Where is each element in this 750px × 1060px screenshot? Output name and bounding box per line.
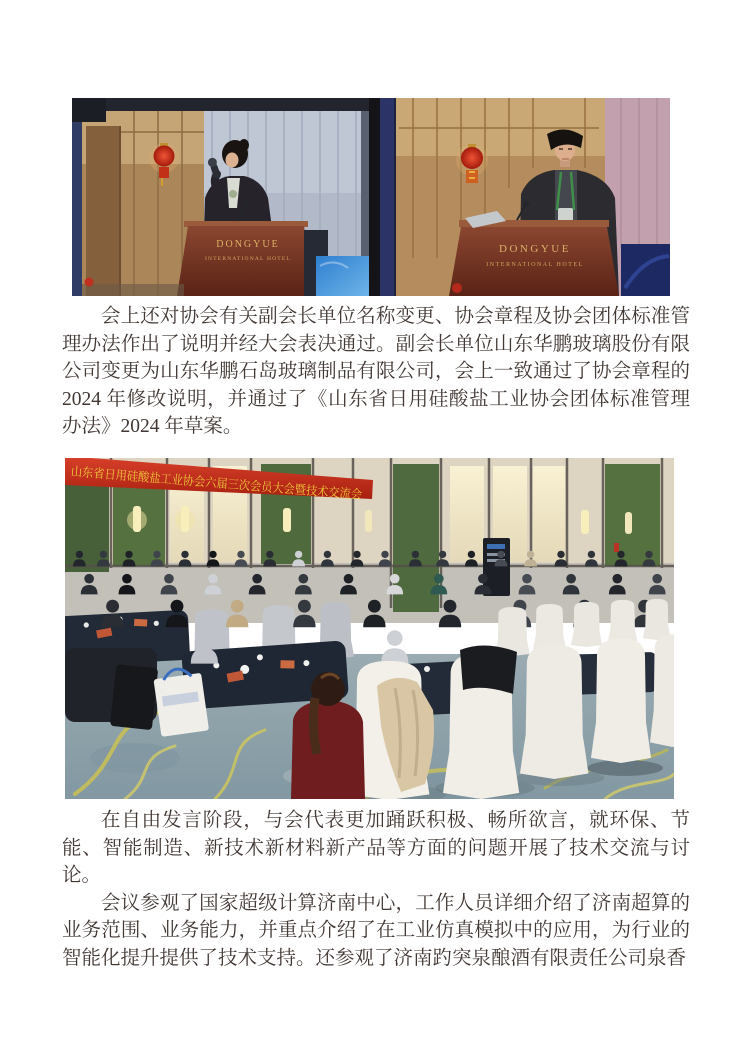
paragraph-block-2 [62, 807, 690, 973]
photo-conference-art [65, 458, 674, 799]
photo-speaker-man [369, 98, 670, 296]
paragraph-1: 会上还对协会有关副会长单位名称变更、协会章程及协会团体标准管理办法作出了说明并经大会表决通过。副会长单位山东华鹏玻璃股份有限公司变更为山东华鹏石岛玻璃制品有限公司，会上一致通过了协会章程的2024 年修改说明，并通过了《山东省日用硅酸盐工业协会团体标准管理办法》2024 年草案。 [62, 306, 690, 438]
photo-speaker-woman-art [72, 98, 369, 296]
paragraph-2: 在自由发言阶段，与会代表更加踊跃积极、畅所欲言，就环保、节能、智能制造、新技术新材料新产品等方面的问题开展了技术交流与讨论。 [62, 810, 690, 887]
photo-speaker-man-art [369, 98, 670, 296]
jacket-on-chair [460, 645, 517, 694]
projection-screen [316, 256, 369, 296]
photo-speaker-woman [72, 98, 369, 296]
podium-subtitle: INTERNATIONAL HOTEL [486, 262, 584, 268]
paragraph-3: 会议参观了国家超级计算济南中心，工作人员详细介绍了济南超算的业务范围、业务能力，并重点介绍了在工业仿真模拟中的应用，为行业的智能化提升提供了技术支持。还参观了济南趵突泉酿酒有限责任公司泉香 [62, 892, 690, 969]
photo-conference-hall [65, 458, 674, 799]
projection-screen [621, 244, 670, 296]
podium-subtitle: INTERNATIONAL HOTEL [205, 256, 291, 262]
banner-text: 山东省日用硅酸盐工业协会六届三次会员大会暨技术交流会 [70, 464, 396, 505]
wood-column [86, 126, 120, 296]
podium-name: DONGYUE [499, 243, 571, 255]
paragraph-block-1 [62, 303, 690, 441]
podium-name: DONGYUE [216, 239, 280, 250]
